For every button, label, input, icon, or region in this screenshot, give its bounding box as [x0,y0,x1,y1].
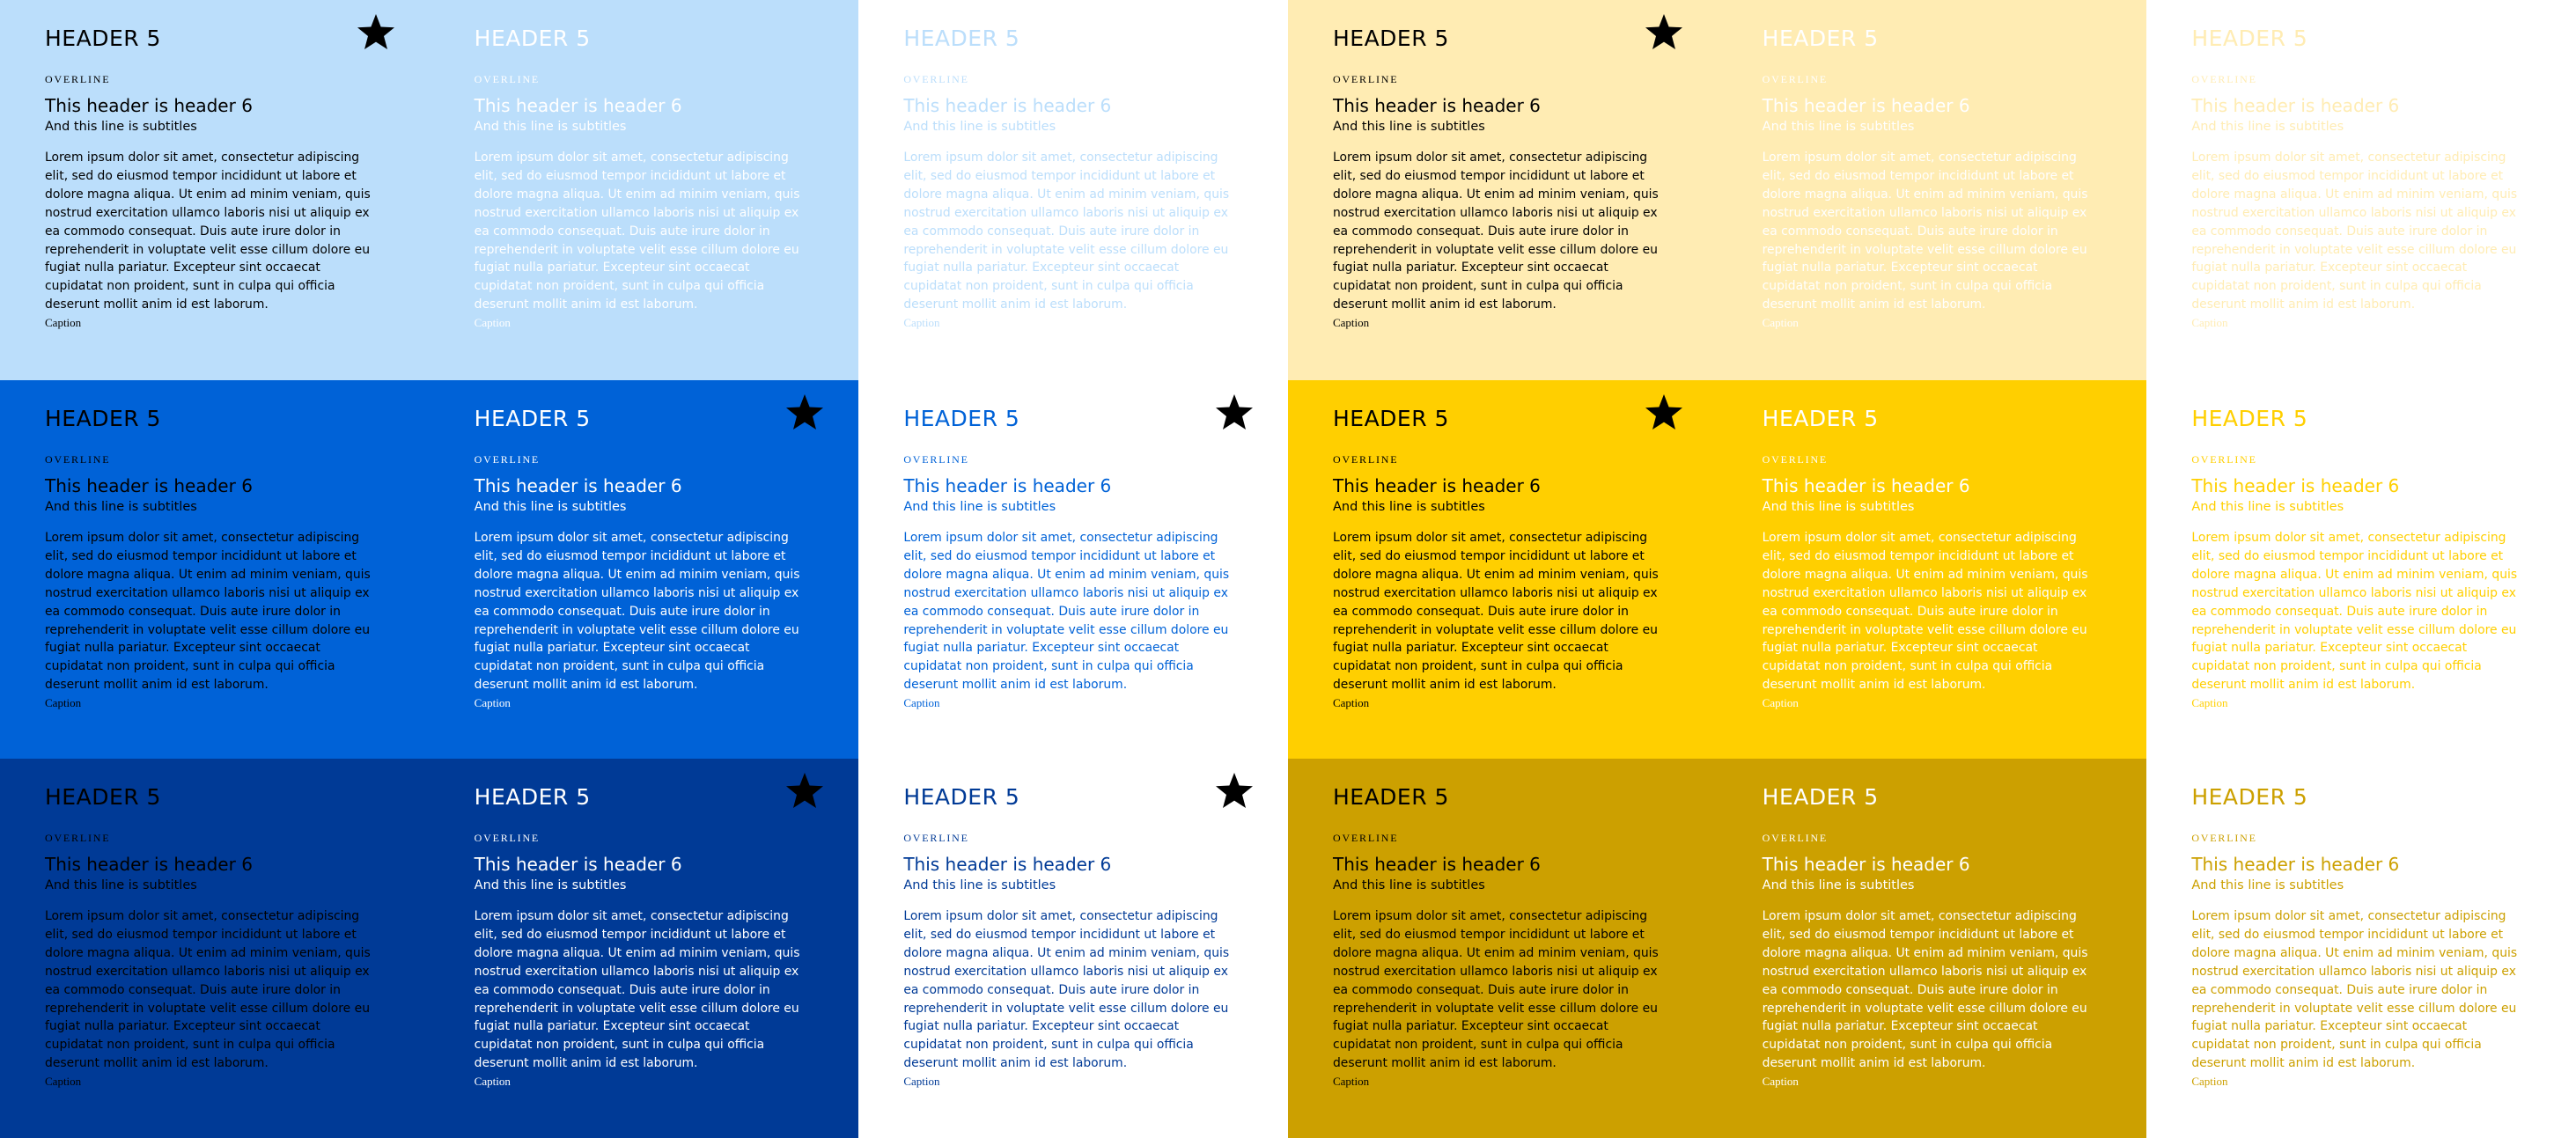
star-icon [784,771,825,810]
caption: Caption [474,316,511,329]
swatch-card-14 [430,759,859,1138]
body-text: Lorem ipsum dolor sit amet, consectetur adipiscing elit, sed do eiusmod tempor incididunt ut labore et dolore magna aliqua. Ut enim ad minim veniam, quis nostrud exercitation ullamco laboris nisi ut aliquip ex ea commodo consequat. Duis aute irure dolor in reprehenderit in voluptate velit esse cillum dolore eu fugiat nulla pariatur. Excepteur sint occaecat cupidatat non proident, sunt in culpa qui officia deserunt mollit anim id est laborum. [474,909,800,1071]
swatch-card-7 [0,380,430,759]
header-5: HEADER 5 [1762,406,1879,431]
swatch-card-17 [1718,759,2147,1138]
subtitle: And this line is subtitles [903,878,1056,892]
subtitle: And this line is subtitles [45,500,197,514]
header-5: HEADER 5 [474,26,591,51]
header-5: HEADER 5 [1762,784,1879,810]
star-icon [1644,393,1684,431]
swatch-card-3 [858,0,1288,380]
subtitle: And this line is subtitles [2191,500,2344,514]
header-5: HEADER 5 [45,784,161,810]
body-text: Lorem ipsum dolor sit amet, consectetur adipiscing elit, sed do eiusmod tempor incididunt ut labore et dolore magna aliqua. Ut enim ad minim veniam, quis nostrud exercitation ullamco laboris nisi ut aliquip ex ea commodo consequat. Duis aute irure dolor in reprehenderit in voluptate velit esse cillum dolore eu fugiat nulla pariatur. Excepteur sint occaecat cupidatat non proident, sunt in culpa qui officia deserunt mollit anim id est laborum. [1332,909,1659,1071]
subtitle: And this line is subtitles [2191,878,2344,892]
swatch-card-16 [1288,759,1718,1138]
caption: Caption [45,1075,82,1088]
caption: Caption [1762,1075,1799,1088]
caption: Caption [1332,316,1370,329]
caption: Caption [474,1075,511,1088]
header-6: This header is header 6 [903,95,1112,116]
overline: OVERLINE [45,453,111,466]
body-text: Lorem ipsum dolor sit amet, consectetur adipiscing elit, sed do eiusmod tempor incididunt ut labore et dolore magna aliqua. Ut enim ad minim veniam, quis nostrud exercitation ullamco laboris nisi ut aliquip ex ea commodo consequat. Duis aute irure dolor in reprehenderit in voluptate velit esse cillum dolore eu fugiat nulla pariatur. Excepteur sint occaecat cupidatat non proident, sunt in culpa qui officia deserunt mollit anim id est laborum. [2191,151,2518,312]
header-6: This header is header 6 [903,475,1112,496]
subtitle: And this line is subtitles [474,120,627,134]
swatch-card-10 [1288,380,1718,759]
overline: OVERLINE [1762,832,1829,844]
body-text: Lorem ipsum dolor sit amet, consectetur adipiscing elit, sed do eiusmod tempor incididunt ut labore et dolore magna aliqua. Ut enim ad minim veniam, quis nostrud exercitation ullamco laboris nisi ut aliquip ex ea commodo consequat. Duis aute irure dolor in reprehenderit in voluptate velit esse cillum dolore eu fugiat nulla pariatur. Excepteur sint occaecat cupidatat non proident, sunt in culpa qui officia deserunt mollit anim id est laborum. [1332,531,1659,693]
body-text: Lorem ipsum dolor sit amet, consectetur adipiscing elit, sed do eiusmod tempor incididunt ut labore et dolore magna aliqua. Ut enim ad minim veniam, quis nostrud exercitation ullamco laboris nisi ut aliquip ex ea commodo consequat. Duis aute irure dolor in reprehenderit in voluptate velit esse cillum dolore eu fugiat nulla pariatur. Excepteur sint occaecat cupidatat non proident, sunt in culpa qui officia deserunt mollit anim id est laborum. [1762,531,2088,693]
header-6: This header is header 6 [474,475,682,496]
overline: OVERLINE [474,453,541,466]
body-text: Lorem ipsum dolor sit amet, consectetur adipiscing elit, sed do eiusmod tempor incididunt ut labore et dolore magna aliqua. Ut enim ad minim veniam, quis nostrud exercitation ullamco laboris nisi ut aliquip ex ea commodo consequat. Duis aute irure dolor in reprehenderit in voluptate velit esse cillum dolore eu fugiat nulla pariatur. Excepteur sint occaecat cupidatat non proident, sunt in culpa qui officia deserunt mollit anim id est laborum. [903,531,1230,693]
body-text: Lorem ipsum dolor sit amet, consectetur adipiscing elit, sed do eiusmod tempor incididunt ut labore et dolore magna aliqua. Ut enim ad minim veniam, quis nostrud exercitation ullamco laboris nisi ut aliquip ex ea commodo consequat. Duis aute irure dolor in reprehenderit in voluptate velit esse cillum dolore eu fugiat nulla pariatur. Excepteur sint occaecat cupidatat non proident, sunt in culpa qui officia deserunt mollit anim id est laborum. [903,909,1230,1071]
subtitle: And this line is subtitles [474,878,627,892]
caption: Caption [45,696,82,709]
overline: OVERLINE [2191,832,2257,844]
swatch-card-5 [1718,0,2147,380]
subtitle: And this line is subtitles [1332,878,1485,892]
header-5: HEADER 5 [45,26,161,51]
caption: Caption [903,696,940,709]
star-icon [784,393,825,431]
overline: OVERLINE [903,832,969,844]
body-text: Lorem ipsum dolor sit amet, consectetur adipiscing elit, sed do eiusmod tempor incididunt ut labore et dolore magna aliqua. Ut enim ad minim veniam, quis nostrud exercitation ullamco laboris nisi ut aliquip ex ea commodo consequat. Duis aute irure dolor in reprehenderit in voluptate velit esse cillum dolore eu fugiat nulla pariatur. Excepteur sint occaecat cupidatat non proident, sunt in culpa qui officia deserunt mollit anim id est laborum. [903,151,1230,312]
header-5: HEADER 5 [1762,26,1879,51]
caption: Caption [1332,696,1370,709]
header-5: HEADER 5 [474,784,591,810]
caption: Caption [903,316,940,329]
header-6: This header is header 6 [2191,854,2400,875]
swatch-card-13 [0,759,430,1138]
subtitle: And this line is subtitles [1762,500,1915,514]
caption: Caption [1762,696,1799,709]
swatch-card-6 [2146,0,2576,380]
star-icon [1214,771,1255,810]
swatch-card-2 [430,0,859,380]
caption: Caption [2191,1075,2228,1088]
header-6: This header is header 6 [2191,475,2400,496]
header-6: This header is header 6 [1332,95,1541,116]
overline: OVERLINE [903,73,969,85]
swatch-card-4 [1288,0,1718,380]
header-5: HEADER 5 [1332,784,1449,810]
caption: Caption [1332,1075,1370,1088]
body-text: Lorem ipsum dolor sit amet, consectetur adipiscing elit, sed do eiusmod tempor incididunt ut labore et dolore magna aliqua. Ut enim ad minim veniam, quis nostrud exercitation ullamco laboris nisi ut aliquip ex ea commodo consequat. Duis aute irure dolor in reprehenderit in voluptate velit esse cillum dolore eu fugiat nulla pariatur. Excepteur sint occaecat cupidatat non proident, sunt in culpa qui officia deserunt mollit anim id est laborum. [474,531,800,693]
body-text: Lorem ipsum dolor sit amet, consectetur adipiscing elit, sed do eiusmod tempor incididunt ut labore et dolore magna aliqua. Ut enim ad minim veniam, quis nostrud exercitation ullamco laboris nisi ut aliquip ex ea commodo consequat. Duis aute irure dolor in reprehenderit in voluptate velit esse cillum dolore eu fugiat nulla pariatur. Excepteur sint occaecat cupidatat non proident, sunt in culpa qui officia deserunt mollit anim id est laborum. [2191,531,2518,693]
subtitle: And this line is subtitles [1332,500,1485,514]
subtitle: And this line is subtitles [1332,120,1485,134]
header-5: HEADER 5 [1332,406,1449,431]
swatch-card-18 [2146,759,2576,1138]
body-text: Lorem ipsum dolor sit amet, consectetur adipiscing elit, sed do eiusmod tempor incididunt ut labore et dolore magna aliqua. Ut enim ad minim veniam, quis nostrud exercitation ullamco laboris nisi ut aliquip ex ea commodo consequat. Duis aute irure dolor in reprehenderit in voluptate velit esse cillum dolore eu fugiat nulla pariatur. Excepteur sint occaecat cupidatat non proident, sunt in culpa qui officia deserunt mollit anim id est laborum. [45,909,371,1071]
body-text: Lorem ipsum dolor sit amet, consectetur adipiscing elit, sed do eiusmod tempor incididunt ut labore et dolore magna aliqua. Ut enim ad minim veniam, quis nostrud exercitation ullamco laboris nisi ut aliquip ex ea commodo consequat. Duis aute irure dolor in reprehenderit in voluptate velit esse cillum dolore eu fugiat nulla pariatur. Excepteur sint occaecat cupidatat non proident, sunt in culpa qui officia deserunt mollit anim id est laborum. [45,531,371,693]
body-text: Lorem ipsum dolor sit amet, consectetur adipiscing elit, sed do eiusmod tempor incididunt ut labore et dolore magna aliqua. Ut enim ad minim veniam, quis nostrud exercitation ullamco laboris nisi ut aliquip ex ea commodo consequat. Duis aute irure dolor in reprehenderit in voluptate velit esse cillum dolore eu fugiat nulla pariatur. Excepteur sint occaecat cupidatat non proident, sunt in culpa qui officia deserunt mollit anim id est laborum. [1332,151,1659,312]
header-6: This header is header 6 [45,95,253,116]
body-text: Lorem ipsum dolor sit amet, consectetur adipiscing elit, sed do eiusmod tempor incididunt ut labore et dolore magna aliqua. Ut enim ad minim veniam, quis nostrud exercitation ullamco laboris nisi ut aliquip ex ea commodo consequat. Duis aute irure dolor in reprehenderit in voluptate velit esse cillum dolore eu fugiat nulla pariatur. Excepteur sint occaecat cupidatat non proident, sunt in culpa qui officia deserunt mollit anim id est laborum. [2191,909,2518,1071]
caption: Caption [474,696,511,709]
header-6: This header is header 6 [474,95,682,116]
subtitle: And this line is subtitles [1762,878,1915,892]
subtitle: And this line is subtitles [45,120,197,134]
header-6: This header is header 6 [2191,95,2400,116]
header-5: HEADER 5 [45,406,161,431]
overline: OVERLINE [474,832,541,844]
swatch-card-9 [858,380,1288,759]
header-5: HEADER 5 [1332,26,1449,51]
overline: OVERLINE [1332,453,1399,466]
body-text: Lorem ipsum dolor sit amet, consectetur adipiscing elit, sed do eiusmod tempor incididunt ut labore et dolore magna aliqua. Ut enim ad minim veniam, quis nostrud exercitation ullamco laboris nisi ut aliquip ex ea commodo consequat. Duis aute irure dolor in reprehenderit in voluptate velit esse cillum dolore eu fugiat nulla pariatur. Excepteur sint occaecat cupidatat non proident, sunt in culpa qui officia deserunt mollit anim id est laborum. [474,151,800,312]
overline: OVERLINE [1762,453,1829,466]
header-5: HEADER 5 [2191,784,2308,810]
body-text: Lorem ipsum dolor sit amet, consectetur adipiscing elit, sed do eiusmod tempor incididunt ut labore et dolore magna aliqua. Ut enim ad minim veniam, quis nostrud exercitation ullamco laboris nisi ut aliquip ex ea commodo consequat. Duis aute irure dolor in reprehenderit in voluptate velit esse cillum dolore eu fugiat nulla pariatur. Excepteur sint occaecat cupidatat non proident, sunt in culpa qui officia deserunt mollit anim id est laborum. [45,151,371,312]
caption: Caption [1762,316,1799,329]
subtitle: And this line is subtitles [903,120,1056,134]
header-6: This header is header 6 [474,854,682,875]
swatch-card-11 [1718,380,2147,759]
header-6: This header is header 6 [903,854,1112,875]
swatch-card-15 [858,759,1288,1138]
caption: Caption [903,1075,940,1088]
subtitle: And this line is subtitles [1762,120,1915,134]
subtitle: And this line is subtitles [903,500,1056,514]
swatch-card-8 [430,380,859,759]
overline: OVERLINE [2191,73,2257,85]
overline: OVERLINE [474,73,541,85]
overline: OVERLINE [2191,453,2257,466]
caption: Caption [45,316,82,329]
header-6: This header is header 6 [1762,854,1970,875]
header-6: This header is header 6 [45,475,253,496]
header-5: HEADER 5 [2191,406,2308,431]
header-6: This header is header 6 [45,854,253,875]
header-5: HEADER 5 [903,784,1020,810]
caption: Caption [2191,696,2228,709]
header-6: This header is header 6 [1762,475,1970,496]
star-icon [356,12,396,51]
body-text: Lorem ipsum dolor sit amet, consectetur adipiscing elit, sed do eiusmod tempor incididunt ut labore et dolore magna aliqua. Ut enim ad minim veniam, quis nostrud exercitation ullamco laboris nisi ut aliquip ex ea commodo consequat. Duis aute irure dolor in reprehenderit in voluptate velit esse cillum dolore eu fugiat nulla pariatur. Excepteur sint occaecat cupidatat non proident, sunt in culpa qui officia deserunt mollit anim id est laborum. [1762,151,2088,312]
header-5: HEADER 5 [903,26,1020,51]
swatch-card-12 [2146,380,2576,759]
subtitle: And this line is subtitles [45,878,197,892]
header-6: This header is header 6 [1762,95,1970,116]
overline: OVERLINE [45,73,111,85]
overline: OVERLINE [1332,832,1399,844]
header-5: HEADER 5 [474,406,591,431]
caption: Caption [2191,316,2228,329]
body-text: Lorem ipsum dolor sit amet, consectetur adipiscing elit, sed do eiusmod tempor incididunt ut labore et dolore magna aliqua. Ut enim ad minim veniam, quis nostrud exercitation ullamco laboris nisi ut aliquip ex ea commodo consequat. Duis aute irure dolor in reprehenderit in voluptate velit esse cillum dolore eu fugiat nulla pariatur. Excepteur sint occaecat cupidatat non proident, sunt in culpa qui officia deserunt mollit anim id est laborum. [1762,909,2088,1071]
header-6: This header is header 6 [1332,475,1541,496]
subtitle: And this line is subtitles [474,500,627,514]
swatch-card-1 [0,0,430,380]
overline: OVERLINE [1332,73,1399,85]
star-icon [1214,393,1255,431]
overline: OVERLINE [45,832,111,844]
header-6: This header is header 6 [1332,854,1541,875]
header-5: HEADER 5 [903,406,1020,431]
subtitle: And this line is subtitles [2191,120,2344,134]
overline: OVERLINE [1762,73,1829,85]
header-5: HEADER 5 [2191,26,2308,51]
star-icon [1644,12,1684,51]
overline: OVERLINE [903,453,969,466]
